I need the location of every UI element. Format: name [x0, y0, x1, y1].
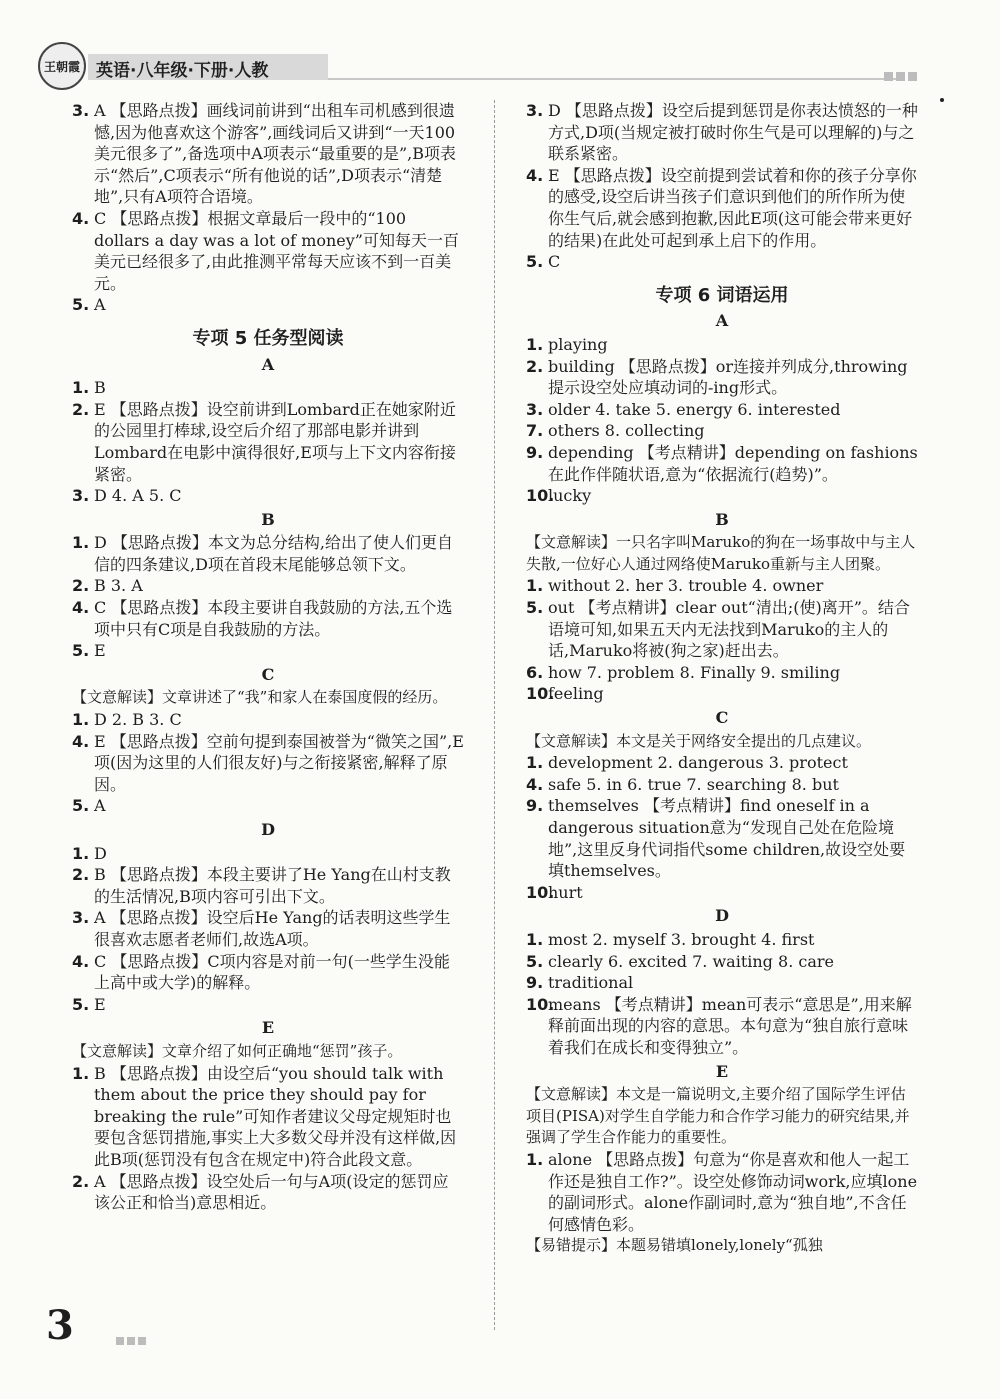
answer-item	[526, 442, 918, 485]
item-text: means 【考点精讲】mean可表示“意思是”,用来解释前面出现的内容的意思。本句意为“独自旅行意味着我们在成长和变得独立”。	[548, 994, 912, 1057]
answer-item	[526, 420, 918, 442]
answer-item	[72, 951, 464, 994]
item-text: development 2. dangerous 3. protect	[548, 753, 848, 773]
item-number: 4.	[72, 951, 90, 971]
subsection-label: C	[715, 708, 729, 728]
item-text: D 4. A 5. C	[94, 486, 182, 506]
item-text: others 8. collecting	[548, 421, 705, 441]
item-text: B 3. A	[94, 576, 143, 596]
passage-summary: 【文意解读】文章讲述了“我”和家人在泰国度假的经历。	[72, 688, 448, 707]
book-title: 英语·八年级·下册·人教	[96, 61, 269, 81]
item-text: C	[548, 252, 561, 272]
item-text: B	[94, 378, 106, 398]
passage-summary: 【文意解读】本文是关于网络安全提出的几点建议。	[526, 731, 872, 750]
item-number: 3.	[526, 101, 544, 120]
item-text: C 【思路点拨】C项内容是对前一句(一些学生没能上高中或大学)的解释。	[94, 951, 450, 993]
item-text: C 【思路点拨】根据文章最后一段中的“100 dollars a day was a lot of money”可知每天一百美元已经很多了,由此推测平常每天应该不到一百美元。	[94, 208, 459, 293]
item-text: how 7. problem 8. Finally 9. smiling	[548, 662, 841, 682]
item-number: 5.	[526, 951, 544, 971]
item-number: 1.	[72, 843, 90, 863]
right-column	[526, 100, 918, 1257]
section-title: 专项 6 词语运用	[655, 284, 789, 306]
answer-item	[72, 1063, 464, 1171]
answer-item	[526, 882, 918, 904]
item-text: B 【思路点拨】本段主要讲了He Yang在山村支教的生活情况,B项内容可引出下文。	[94, 865, 451, 906]
item-number: 2.	[72, 865, 90, 885]
answer-item	[72, 532, 464, 575]
item-number: 3.	[72, 101, 90, 120]
item-number: 9.	[526, 973, 544, 993]
item-text: D 2. B 3. C	[94, 710, 182, 730]
item-number: 2.	[72, 576, 90, 596]
item-text: building 【思路点拨】or连接并列成分,throwing提示设空处应填动词的-ing形式。	[548, 356, 908, 398]
answer-item	[526, 1149, 918, 1235]
item-number: 7.	[526, 421, 544, 441]
answer-item	[72, 377, 464, 399]
answer-item	[526, 575, 918, 597]
item-number: 2.	[526, 356, 544, 376]
item-text: depending 【考点精讲】depending on fashions在此作伴随状语,意为“依据流行(趋势)”。	[548, 442, 918, 484]
item-text: clearly 6. excited 7. waiting 8. care	[548, 951, 834, 971]
subsection-label: A	[715, 311, 729, 331]
page-number: 3	[46, 1302, 74, 1349]
answer-item	[72, 294, 464, 316]
item-number: 5.	[72, 641, 90, 661]
item-number: 1.	[526, 334, 544, 354]
item-number: 4.	[72, 598, 90, 618]
section-title: 专项 5 任务型阅读	[192, 327, 344, 349]
item-text: D 【思路点拨】本文为总分结构,给出了使人们更自信的四条建议,D项在首段末尾能够总领下文。	[94, 533, 454, 574]
answer-item	[72, 399, 464, 485]
answer-item	[526, 356, 918, 399]
answer-item	[526, 929, 918, 951]
item-text: E	[94, 994, 106, 1014]
answer-item	[526, 597, 918, 662]
item-text: out 【考点精讲】clear out“清出;(使)离开”。结合语境可知,如果五天内无法找到Maruko的主人的话,Maruko将被(狗之家)赶出去。	[548, 598, 910, 661]
item-number: 5.	[526, 252, 544, 272]
item-text: A 【思路点拨】画线词前讲到“出租车司机感到很遗憾,因为他喜欢这个游客”,画线词后又讲到“一天100美元很多了”,备选项中A项表示“最重要的是”,B项表示“然后”,C项表示“所有他说的话”,D项表示“清楚地”,只有A项符合语境。	[94, 101, 457, 207]
passage-summary: 【文意解读】本文是一篇说明文,主要介绍了国际学生评估项目(PISA)对学生自学能力和合作学习能力的研究结果,并强调了学生合作能力的重要性。	[526, 1085, 910, 1147]
item-number: 3.	[526, 399, 544, 419]
item-number: 1.	[72, 533, 90, 553]
item-number: 3.	[72, 486, 90, 506]
item-text: E 【思路点拨】空前句提到泰国被誉为“微笑之国”,E项(因为这里的人们很友好)与之衔接紧密,解释了原因。	[94, 731, 464, 794]
answer-item	[526, 795, 918, 881]
item-number: 5.	[72, 295, 90, 315]
column-divider	[494, 100, 495, 1330]
item-number: 3.	[72, 908, 90, 928]
answer-item	[72, 709, 464, 731]
item-number: 1.	[72, 710, 90, 730]
answer-item	[72, 640, 464, 662]
answer-item	[526, 662, 918, 684]
item-number: 1.	[72, 378, 90, 398]
item-text: A 【思路点拨】设空后He Yang的话表明这些学生很喜欢志愿者老师们,故选A项。	[94, 908, 451, 949]
item-text: without 2. her 3. trouble 4. owner	[548, 576, 824, 596]
header-rule	[328, 78, 898, 80]
item-number: 1.	[526, 576, 544, 596]
page-header	[30, 38, 970, 88]
answer-item	[72, 485, 464, 507]
answer-item	[72, 731, 464, 796]
answer-item	[526, 334, 918, 356]
answer-item	[72, 907, 464, 950]
item-text: older 4. take 5. energy 6. interested	[548, 399, 841, 419]
item-text: D	[94, 843, 107, 863]
item-number: 10.	[526, 994, 555, 1014]
answer-item	[72, 795, 464, 817]
item-text: hurt	[548, 882, 583, 902]
item-number: 5.	[72, 796, 90, 816]
item-text: A	[94, 796, 106, 816]
item-number: 2.	[72, 399, 90, 419]
passage-summary: 【文意解读】一只名字叫Maruko的狗在一场事故中与主人失散,一位好心人通过网络使Maruko重新与主人团聚。	[526, 533, 916, 573]
answer-item	[72, 575, 464, 597]
item-text: alone 【思路点拨】句意为“你是喜欢和他人一起工作还是独自工作?”。设空处修饰动词work,应填lone的副词形式。alone作副词时,意为“独自地”,不含任何感情色彩。	[548, 1149, 918, 1234]
answer-item	[72, 597, 464, 640]
answer-item	[526, 774, 918, 796]
answer-item	[526, 752, 918, 774]
subsection-label: B	[715, 509, 729, 529]
item-number: 1.	[526, 753, 544, 773]
item-text: most 2. myself 3. brought 4. first	[548, 929, 815, 949]
answer-item	[526, 399, 918, 421]
subsection-label: D	[261, 820, 275, 839]
subsection-label: E	[715, 1061, 729, 1081]
answer-item	[526, 251, 918, 273]
answer-item	[72, 843, 464, 865]
subsection-label: D	[715, 906, 729, 926]
item-text: feeling	[548, 684, 604, 704]
item-text: E 【思路点拨】设空前讲到Lombard正在她家附近的公园里打棒球,设空后介绍了那部电影并讲到Lombard在电影中演得很好,E项与上下文内容衔接紧密。	[94, 399, 456, 484]
item-number: 4.	[526, 774, 544, 794]
subsection-label: B	[261, 509, 275, 529]
item-text: E 【思路点拨】设空前提到尝试着和你的孩子分享你的感受,设空后讲当孩子们意识到他们的所作所为使你生气后,就会感到抱歉,因此E项(这可能会带来更好的结果)在此处可起到承上启下的作用。	[548, 165, 917, 250]
item-number: 10.	[526, 882, 555, 902]
item-number: 5.	[526, 598, 544, 618]
error-tip: 【易错提示】本题易错填lonely,lonely“孤独	[526, 1236, 823, 1255]
answer-item	[526, 100, 918, 165]
answer-item	[72, 1171, 464, 1214]
left-column	[72, 100, 464, 1214]
item-number: 4.	[526, 165, 544, 185]
item-number: 9.	[526, 442, 544, 462]
logo-text: 王朝霞	[43, 59, 80, 74]
item-text: themselves 【考点精讲】find oneself in a dangerous situation意为“发现自己处在危险境地”,这里反身代词指代some children,故设空处要填themselves。	[548, 796, 906, 881]
answer-item	[526, 972, 918, 994]
header-decoration	[884, 66, 920, 85]
item-number: 1.	[72, 1063, 90, 1083]
answer-item	[72, 994, 464, 1016]
answer-item	[72, 208, 464, 294]
answer-item	[72, 864, 464, 907]
item-number: 4.	[72, 208, 90, 228]
item-number: 4.	[72, 731, 90, 751]
item-number: 10.	[526, 684, 555, 704]
item-text: D 【思路点拨】设空后提到惩罚是你表达愤怒的一种方式,D项(当规定被打破时你生气是可以理解的)与之联系紧密。	[548, 101, 918, 164]
subsection-label: A	[261, 354, 275, 374]
answer-item	[526, 485, 918, 507]
footer-decoration	[116, 1330, 149, 1349]
item-number: 1.	[526, 929, 544, 949]
item-text: playing	[548, 334, 608, 354]
item-text: E	[94, 641, 106, 661]
item-number: 5.	[72, 994, 90, 1014]
subsection-label: C	[261, 664, 275, 684]
item-text: A 【思路点拨】设空处后一句与A项(设定的惩罚应该公正和恰当)意思相近。	[94, 1171, 449, 1213]
item-text: A	[94, 295, 106, 315]
answer-item	[526, 994, 918, 1059]
answer-item	[526, 683, 918, 705]
item-number: 1.	[526, 1149, 544, 1169]
item-number: 10.	[526, 486, 555, 506]
item-text: safe 5. in 6. true 7. searching 8. but	[548, 774, 839, 794]
passage-summary: 【文意解读】文章介绍了如何正确地“惩罚”孩子。	[72, 1041, 403, 1060]
answer-item	[526, 165, 918, 251]
answer-item	[72, 100, 464, 208]
subsection-label: E	[261, 1018, 275, 1038]
answer-item	[526, 951, 918, 973]
ink-dot	[940, 98, 944, 102]
item-number: 6.	[526, 662, 544, 682]
item-number: 9.	[526, 796, 544, 816]
item-text: B 【思路点拨】由设空后“you should talk with them about the price they should pay for breaking the rule”可知作者建议父母定规矩时也要包含惩罚措施,事实上大多数父母并没有这样做,因此B项(惩罚没有包含在规定中)符合此段文意。	[94, 1063, 457, 1169]
item-number: 2.	[72, 1171, 90, 1191]
item-text: C 【思路点拨】本段主要讲自我鼓励的方法,五个选项中只有C项是自我鼓励的方法。	[94, 598, 453, 639]
item-text: lucky	[548, 486, 592, 506]
publisher-logo	[38, 42, 86, 90]
item-text: traditional	[548, 973, 634, 993]
